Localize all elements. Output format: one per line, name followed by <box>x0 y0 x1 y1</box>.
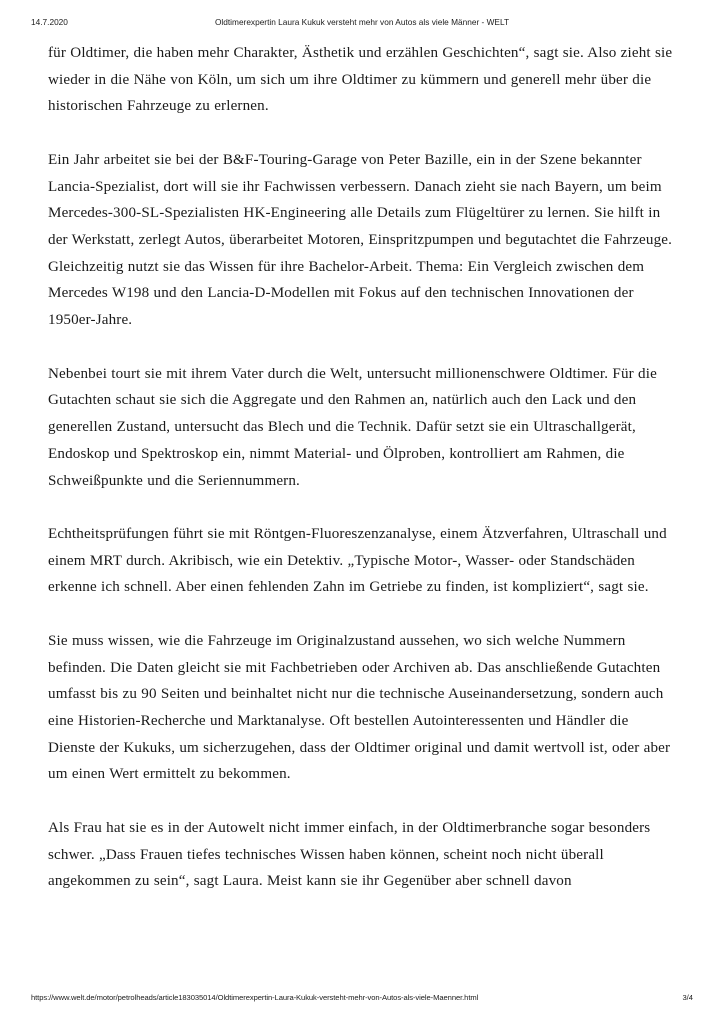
article-paragraph: Als Frau hat sie es in der Autowelt nicht immer einfach, in der Oldtimerbranche sogar besonders schwer. „Dass Frauen tiefes technisches Wissen haben können, scheint noch nicht überall angekommen zu sein“, sagt Laura. Meist kann sie ihr Gegenüber aber schnell davon <box>48 819 651 890</box>
article-paragraph: Echtheitsprüfungen führt sie mit Röntgen-Fluoreszenzanalyse, einem Ätzverfahren, Ultraschall und einem MRT durch. Akribisch, wie ein Detektiv. „Typische Motor-, Wasser- oder Standschäden erkenne ich schnell. Aber einen fehlenden Zahn im Getriebe zu finden, ist kompliziert“, sagt sie. <box>48 525 667 596</box>
article-body <box>48 40 678 895</box>
print-footer <box>0 991 724 1004</box>
article-paragraph: Ein Jahr arbeitet sie bei der B&F-Touring-Garage von Peter Bazille, ein in der Szene bekannter Lancia-Spezialist, dort will sie ihr Fachwissen verbessern. Danach zieht sie nach Bayern, um beim Mercedes-300-SL-Spezialisten HK-Engineering alle Details zum Flügeltürer zu lernen. Sie hilft in der Werkstatt, zerlegt Autos, überarbeitet Motoren, Einspritzpumpen und begutachtet die Fahrzeuge. Gleichzeitig nutzt sie das Wissen für ihre Bachelor-Arbeit. Thema: Ein Vergleich zwischen dem Mercedes W198 und den Lancia-D-Modellen mit Fokus auf den technischen Innovationen der 1950er-Jahre. <box>48 151 673 329</box>
footer-source-url: https://www.welt.de/motor/petrolheads/article183035014/Oldtimerexpertin-Laura-Kukuk-versteht-mehr-von-Autos-als-viele-Maenner.html <box>31 993 479 1002</box>
article-paragraph: Sie muss wissen, wie die Fahrzeuge im Originalzustand aussehen, wo sich welche Nummern befinden. Die Daten gleicht sie mit Fachbetrieben oder Archiven ab. Das anschließende Gutachten umfasst bis zu 90 Seiten und beinhaltet nicht nur die technische Auseinandersetzung, sondern auch eine Historien-Recherche und Marktanalyse. Oft bestellen Autointeressenten und Händler die Dienste der Kukuks, um sicherzugehen, dass der Oldtimer original und damit wertvoll ist, oder aber um einen Wert ermittelt zu bekommen. <box>48 632 671 783</box>
article-paragraph: für Oldtimer, die haben mehr Charakter, Ästhetik und erzählen Geschichten“, sagt sie. Also zieht sie wieder in die Nähe von Köln, um sich um ihre Oldtimer zu kümmern und generell mehr über die historischen Fahrzeuge zu erlernen. <box>48 45 673 115</box>
article-paragraph: Nebenbei tourt sie mit ihrem Vater durch die Welt, untersucht millionenschwere Oldtimer. Für die Gutachten schaut sie sich die Aggregate und den Rahmen an, natürlich auch den Lack und den generellen Zustand, untersucht das Blech und die Technik. Dafür setzt sie ein Ultraschallgerät, Endoskop und Spektroskop ein, nimmt Material- und Ölproben, kontrolliert am Rahmen, die Schweißpunkte und die Seriennummern. <box>48 365 657 489</box>
header-date: 14.7.2020 <box>31 17 68 27</box>
header-article-title: Oldtimerexpertin Laura Kukuk versteht mehr von Autos als viele Männer - WELT <box>214 17 510 27</box>
print-header <box>0 15 724 29</box>
footer-page-number: 3/4 <box>682 993 693 1002</box>
